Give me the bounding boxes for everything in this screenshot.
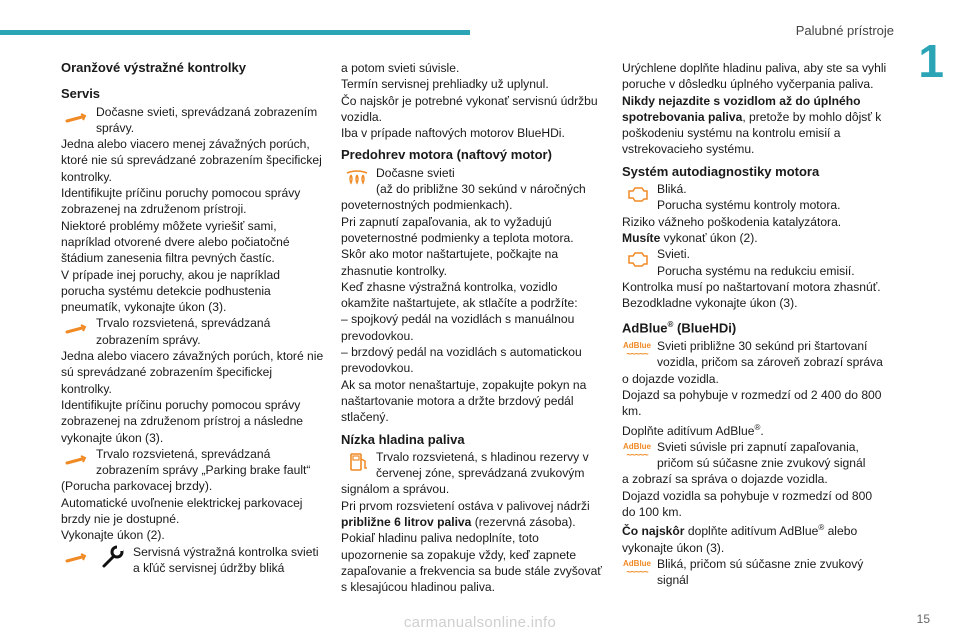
section-title: Palubné prístroje (795, 23, 894, 38)
chapter-number: 1 (918, 35, 944, 87)
heading-low-fuel: Nízka hladina paliva (341, 431, 465, 447)
warning-item-adblue-start: AdBlue ~~~~~ Svieti približne 30 sekúnd pri štartovaní vozidla, pričom sa zároveň zobrazí správa (623, 339, 883, 370)
warning-item-adblue-flashing: AdBlue ~~~~~ Bliká, pričom sú súčasne znie zvukový signál (623, 557, 864, 588)
column-3: Urýchlene doplňte hladinu paliva, aby ste sa vyhli poruche v dôsledku úplného vyčerpania paliva. Nikdy nejazdite s vozidlom až do úplného spotrebovania paliva, pretože by mohlo dôjsť k poškodeniu systému na kontrolu emisií a vstrekovacieho systému. Systém autodiagnostiky motora Bliká. Porucha systému kontroly motora. Riziko vážneho poškodenia katalyzátora. Musíte vykonať úkon (2). Svieti. Porucha systému na redukciu emisií. Kontrolka musí po naštartovaní motora zhasnúť. Bezodkladne vykonajte úkon (3). AdBlue® (BlueHDi) AdBlue ~~~~~ Svieti približne 30 sekúnd pri štartovaní vozidla, pričom sa zároveň zobrazí správa o dojazde vozidla. Dojazd sa pohybuje v rozmedzí od 2 400 do 800 km. Doplňte aditívum AdBlue®. AdBlue ~~~~~ Svieti súvisle pri zapnutí zapaľovania, pričom sú súčasne znie zvukový signál a zobrazí sa správa o dojazde vozidla. Dojazd vozidla sa pohybuje v rozmedzí od 800 do 100 km. Čo najskôr doplňte aditívum AdBlue® alebo vykonajte úkon (3). AdBlue ~~~~~ Bliká, pričom sú súčasne znie zvukový signál (622, 61, 887, 588)
engine-icon (624, 248, 652, 270)
warning-item-service-key: Servisná výstražná kontrolka svieti a kľúč servisnej údržby bliká (61, 544, 326, 577)
heading-servis: Servis (61, 86, 101, 102)
warning-item-servis-permanent: Trvalo rozsvietená, sprevádzaná zobrazením správy. (61, 315, 326, 348)
heading-preheat: Predohrev motora (naftový motor) (341, 147, 552, 163)
heading-adblue: AdBlue® (BlueHDi) (622, 320, 737, 336)
adblue-icon: AdBlue ~~~~~ (623, 441, 651, 460)
fuel-pump-icon (343, 451, 371, 473)
warning-item-servis-temporary: Dočasne svieti, sprevádzaná zobrazením správy. (61, 104, 326, 137)
warning-item-parking-brake: Trvalo rozsvietená, sprevádzaná zobrazením správy „Parking brake fault“ (61, 446, 326, 479)
warning-item-adblue-ignition: AdBlue ~~~~~ Svieti súvisle pri zapnutí zapaľovania, pričom sú súčasne znie zvukový signál (623, 439, 866, 471)
watermark: carmanualsonline.info (403, 614, 557, 631)
wrench-icon (63, 448, 91, 470)
warning-item-preheat: Dočasne svieti (až do približne 30 sekúnd v náročných (341, 165, 606, 198)
wrench-icon (63, 546, 91, 568)
header-accent-bar (0, 30, 470, 35)
warning-item-low-fuel: Trvalo rozsvietená, s hladinou rezervy v červenej zóne, sprevádzaná zvukovým (341, 449, 606, 482)
spanner-key-icon (99, 544, 125, 570)
column-2: a potom svieti súvisle. Termín servisnej prehliadky už uplynul. Čo najskôr je potrebné vykonať servisnú údržbu vozidla. Iba v prípade naftových motorov BlueHDi. Predohrev motora (naftový motor) Dočasne svieti (až do približne 30 sekúnd v náročných poveternostných podmienkach). Pri zapnutí zapaľovania, ak to vyžadujú poveternostné podmienky a teplota motora. Skôr ako motor naštartujete, počkajte na zhasnutie kontrolky. Keď zhasne výstražná kontrolka, vozidlo okamžite naštartujete, ak stlačíte a podržíte: – spojkový pedál na vozidlách s manuálnou prevodovkou. – brzdový pedál na vozidlách s automatickou prevodovkou. Ak sa motor nenaštartuje, zopakujte pokyn na naštartovanie motora a držte brzdový pedál stlačený. Nízka hladina paliva Trvalo rozsvietená, s hladinou rezervy v červenej zóne, sprevádzaná zvukovým signálom a správou. Pri prvom rozsvietení ostáva v palivovej nádrži približne 6 litrov paliva (rezervná zásoba). Pokiaľ hladinu paliva nedoplníte, toto upozornenie sa zopakuje vždy, keď zapnete zapaľovanie a frekvencia sa bude stále zvyšovať s klesajúcou hladinou paliva. (341, 60, 606, 596)
warning-item-engine-on: Svieti. Porucha systému na redukciu emisií. (622, 246, 887, 279)
heading-engine-diagnostics: Systém autodiagnostiky motora (622, 163, 820, 179)
page-number: 15 (916, 612, 930, 626)
adblue-icon: AdBlue ~~~~~ (623, 559, 651, 577)
adblue-icon: AdBlue ~~~~~ (623, 341, 651, 360)
wrench-icon (63, 317, 91, 339)
warning-item-engine-flashing: Bliká. Porucha systému kontroly motora. (622, 181, 887, 214)
column-1: Oranžové výstražné kontrolky Servis Dočasne svieti, sprevádzaná zobrazením správy. Jedna alebo viacero menej závažných porúch, ktoré nie sú sprevádzané zobrazením špecifickej kontrolky. Identifikujte príčinu poruchy pomocou správy zobrazenej na združenom prístroji. Niektoré problémy môžete vyriešiť sami, napríklad otvorené dvere alebo počiatočné štádium zanesenia filtra pevných častíc. V prípade inej poruchy, akou je napríklad porucha systému detekcie podhustenia pneumatík, vykonajte úkon (3). Trvalo rozsvietená, sprevádzaná zobrazením správy. Jedna alebo viacero závažných porúch, ktoré nie sú sprevádzané zobrazením špecifickej kontrolky. Identifikujte príčinu poruchy pomocou správy zobrazenej na združenom prístroj a následne vykonajte úkon (3). Trvalo rozsvietená, sprevádzaná zobrazením správy „Parking brake fault“ (Porucha parkovacej brzdy). Automatické uvoľnenie elektrickej parkovacej brzdy nie je dostupné. Vykonajte úkon (2). Servisná výstražná kontrolka svieti a kľúč servisnej údržby bliká (61, 60, 326, 576)
wrench-icon (63, 106, 91, 128)
glow-plug-icon (343, 167, 371, 189)
heading-orange-warnings: Oranžové výstražné kontrolky (61, 60, 246, 75)
engine-icon (624, 183, 652, 205)
